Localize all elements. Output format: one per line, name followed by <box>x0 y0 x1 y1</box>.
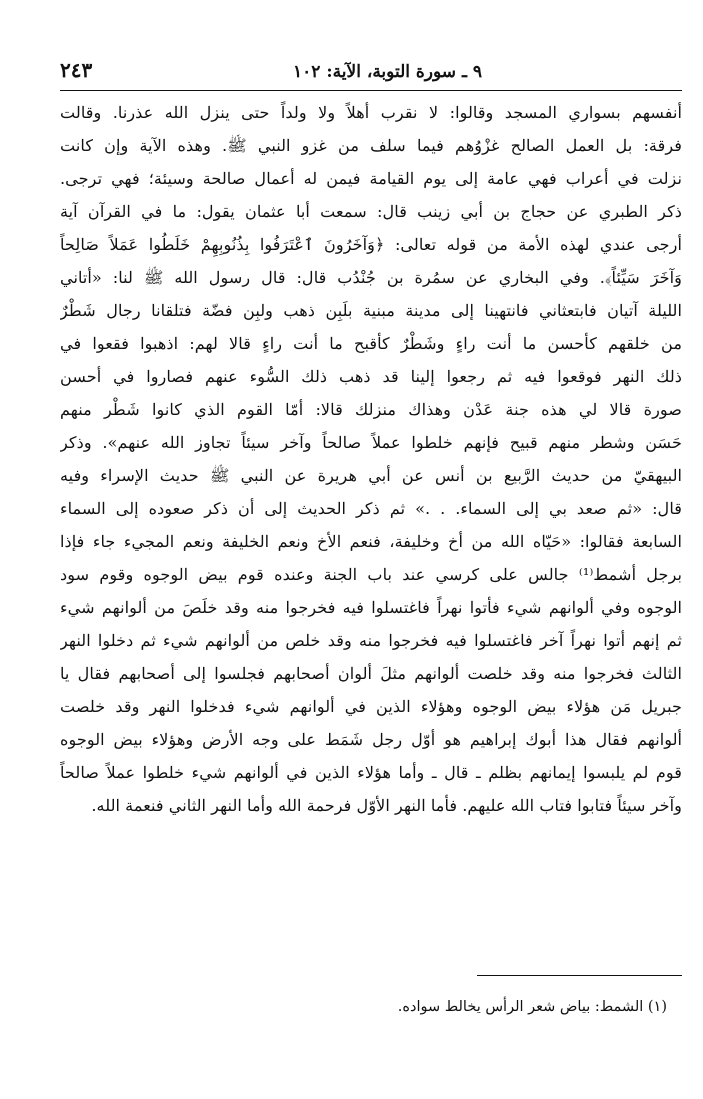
page-header <box>60 56 682 92</box>
running-title: ٩ ـ سورة التوبة، الآية: ١٠٢ <box>293 62 482 82</box>
text-line: وآخر سيئاً فتابوا فتاب الله عليهم. فأما النهر الأوّل فرحمة الله وأما النهر الثاني فنعمة الله. <box>91 796 682 815</box>
text-line: ذكر الطبري عن حجاج بن أبي زينب قال: سمعت أبا عثمان يقول: ما في القرآن آية <box>60 202 682 221</box>
text-line: نزلت في أعراب فهي عامة إلى يوم القيامة فيمن له أعمال صالحة وسيئة؛ فهي ترجى. <box>60 169 682 188</box>
text-line: صورة قالا لي هذه جنة عَدْن وهذاك منزلك قالا: أمّا القوم الذي كانوا شَطْر منهم <box>60 400 682 419</box>
text-line: ذلك النهر فوقعوا فيه ثم رجعوا إلينا قد ذهب ذلك السُّوء عنهم فصاروا في أحسن <box>60 367 682 386</box>
text-line: فرقة: بل العمل الصالح غزْوُهم فيما سلف من غزو النبي ﷺ. وهذه الآية وإن كانت <box>60 136 682 155</box>
text-line: الثالث فخرجوا منه وقد خلصت ألوانهم مثلَ ألوان أصحابهم فجلسوا إلى أصحابهم فقال يا <box>60 664 682 683</box>
text-line: برجل أشمط⁽¹⁾ جالس على كرسي عند باب الجنة وعنده قوم بيض الوجوه وقوم سود <box>60 565 682 584</box>
footnote: (١) الشمط: بياض شعر الرأس يخالط سواده. <box>397 999 667 1015</box>
text-line: الليلة آتيان فابتعثاني فانتهينا إلى مدينة مبنية بلَبِن ذهب ولبِن فضّة فتلقانا رجال شَطْرٌ <box>60 301 682 320</box>
body-text <box>60 96 682 822</box>
text-line: حَسَن وشطر منهم قبيح فإنهم خلطوا عملاً صالحاً وآخر سيئاً تجاوز الله عنهم». وذكر <box>60 433 682 452</box>
text-line: قال: «ثم صعد بي إلى السماء. . .» ثم ذكر الحديث إلى أن ذكر صعوده إلى السماء <box>60 499 682 518</box>
text-line: ثم إنهم أتوا نهراً آخر فاغتسلوا فيه فخرجوا منه وقد خلص من ألوانهم شيء ثم دخلوا النهر <box>60 631 682 650</box>
text-line: وَآخَرَ سَيِّئاً﴾. وفي البخاري عن سمُرة بن جُنْدُب قال: قال رسول الله ﷺ لنا: «أتاني <box>60 268 682 287</box>
text-line: جبريل مَن هؤلاء بيض الوجوه وهؤلاء الذين في ألوانهم شيء فدخلوا النهر وقد خلصت <box>60 697 682 716</box>
footnote-rule <box>477 975 682 976</box>
text-line: أرجى عندي لهذه الأمة من قوله تعالى: ﴿وَآخَرُونَ ٱعْتَرَفُوا بِذُنُوبِهِمْ خَلَطُوا عَمَلاً صَالِحاً <box>60 235 682 254</box>
text-line: قوم لم يلبسوا إيمانهم بظلم ـ قال ـ وأما هؤلاء الذين في ألوانهم شيء خلطوا عملاً صالحاً <box>60 763 682 782</box>
header-rule <box>60 90 682 91</box>
text-line: السابعة فقالوا: «حَيّاه الله من أخ وخليفة، فنعم الأخ ونعم الخليفة ونعم المجيء جاء فإذا <box>60 532 682 551</box>
text-line: ألوانهم فقال هذا أبوك إبراهيم هو أوّل رجل شَمَط على وجه الأرض وهؤلاء بيض الوجوه <box>60 730 682 749</box>
text-line: من خلقهم كأحسن ما أنت راءٍ وشَطْرٌ كأقبح ما أنت راءٍ قالا لهم: اذهبوا فقعوا في <box>60 334 682 353</box>
text-line: الوجوه وفي ألوانهم شيء فأتوا نهراً فاغتسلوا فيه فخرجوا منه وقد خلَصَ من ألوانهم شيء <box>60 598 682 617</box>
text-line: البيهقيّ من حديث الرَّبيع بن أنس عن أبي هريرة عن النبي ﷺ حديث الإسراء وفيه <box>60 466 682 485</box>
text-line: أنفسهم بسواري المسجد وقالوا: لا نقرب أهلاً ولا ولداً حتى ينزل الله عذرنا. وقالت <box>60 103 682 122</box>
page-number: ٢٤٣ <box>60 58 93 82</box>
